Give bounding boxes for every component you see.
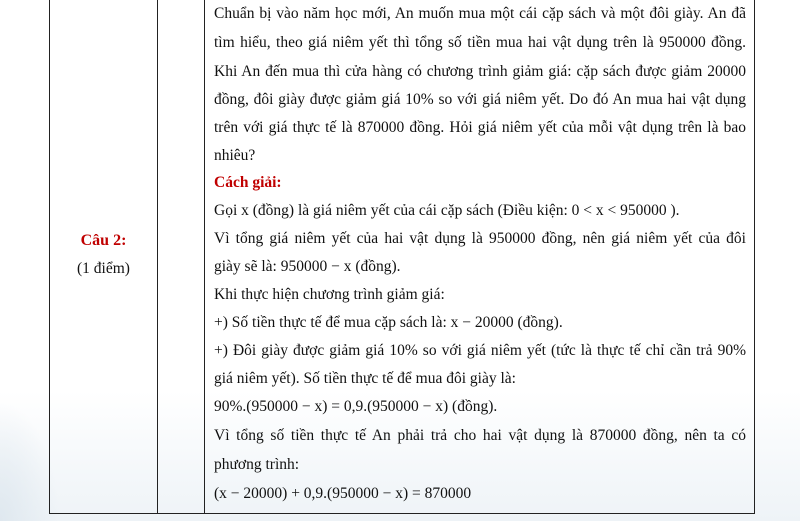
equation-line-1: 90%.(950000 − x) = 0,9.(950000 − x) (đồng). [214,398,498,415]
solution-line-2: Vì tổng giá niêm yết của hai vật dụng là 950000 đồng, nên giá niêm yết của đôi [214,230,746,247]
problem-line-5: trên với giá thực tế là 870000 đồng. Hỏi giá niêm yết của mỗi vật dụng trên là bao [214,119,746,136]
question-title: Câu 2: [80,232,127,249]
score-column [158,0,205,513]
solution-line-6: +) Đôi giày được giảm giá 10% so với giá niêm yết (tức là thực tế chỉ cần trả 90% [214,342,746,359]
solution-line-9: phương trình: [214,456,300,473]
problem-line-2: tìm hiểu, theo giá niêm yết thì tổng số tiền mua hai vật dụng trên là 950000 đồng. [214,34,746,51]
solution-line-7: giá niêm yết). Số tiền thực tế để mua đôi giày là: [214,370,516,387]
problem-line-1: Chuẩn bị vào năm học mới, An muốn mua một cái cặp sách và một đôi giày. An đã [214,5,746,22]
question-points: (1 điểm) [77,260,130,277]
problem-line-3: Khi An đến mua thì cửa hàng có chương trình giảm giá: cặp sách được giảm 20000 [214,63,746,80]
equation-line-2: (x − 20000) + 0,9.(950000 − x) = 870000 [214,485,472,502]
problem-line-4: đồng, đôi giày được giảm giá 10% so với giá niêm yết. Do đó An mua hai vật dụng [214,91,746,108]
solution-line-8: Vì tổng số tiền thực tế An phải trả cho hai vật dụng là 870000 đồng, nên ta có [214,427,746,444]
solution-line-3: giày sẽ là: 950000 − x (đồng). [214,258,401,275]
question-column [49,0,158,513]
solution-line-1: Gọi x (đồng) là giá niêm yết của cái cặp sách (Điều kiện: 0 < x < 950000 ). [214,202,680,219]
problem-line-6: nhiêu? [214,147,256,164]
solution-line-4: Khi thực hiện chương trình giảm giá: [214,286,445,303]
solution-heading: Cách giải: [214,174,282,191]
solution-line-5: +) Số tiền thực tế để mua cặp sách là: x − 20000 (đồng). [214,314,563,331]
